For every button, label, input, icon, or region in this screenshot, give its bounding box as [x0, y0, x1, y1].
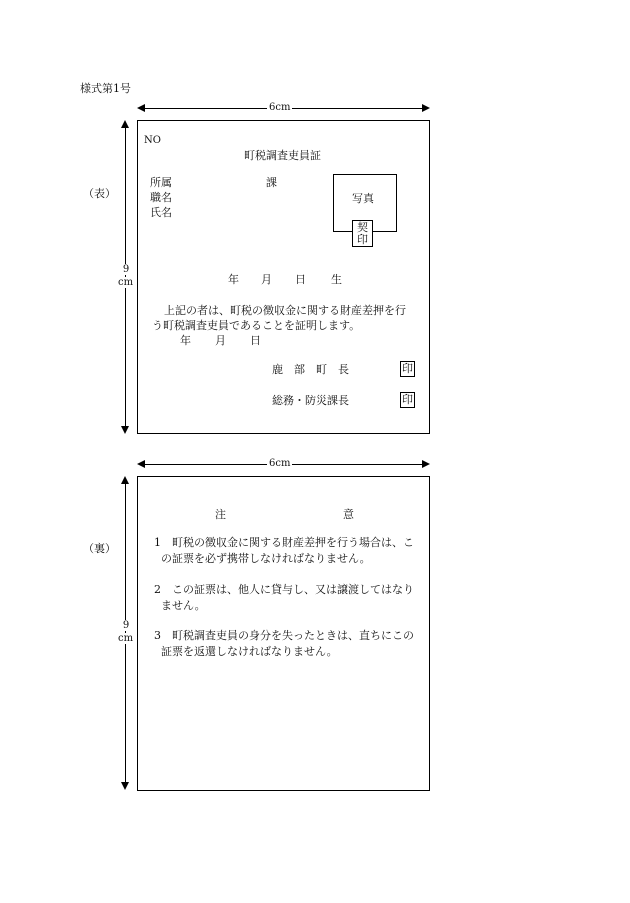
form-number: 様式第1号	[80, 82, 131, 95]
stamp-line1: 契	[357, 221, 368, 234]
note-item-3	[154, 628, 426, 660]
notice-title-right: 意	[343, 508, 354, 521]
back-height-unit: cm	[118, 633, 134, 644]
issue-month: 月	[215, 334, 226, 347]
note-number: 2	[154, 583, 161, 596]
affiliation-label: 所属	[150, 176, 172, 189]
note-item-1	[154, 535, 426, 567]
photo-label: 写真	[352, 192, 374, 205]
note-number: 1	[154, 536, 161, 549]
note-line1: この証票は、他人に貸与し、又は譲渡してはなり	[172, 583, 414, 596]
back-side-label: （裏）	[83, 542, 116, 555]
note-item-2	[154, 582, 426, 614]
note-line1: 町税の徴収金に関する財産差押を行う場合は、こ	[172, 536, 414, 549]
issue-year: 年	[180, 334, 191, 347]
front-card	[137, 120, 430, 434]
section-chief-seal: 印	[402, 393, 413, 406]
back-card	[137, 476, 430, 791]
birth-year: 年	[228, 273, 239, 286]
signer-section-chief: 総務・防災課長	[272, 394, 349, 407]
stamp-line2: 印	[357, 233, 368, 246]
certification-line1: 上記の者は、町税の徴収金に関する財産差押を行	[164, 304, 406, 317]
mayor-seal: 印	[402, 362, 413, 375]
section-suffix: 課	[266, 176, 277, 189]
front-height-unit: cm	[118, 277, 134, 288]
position-label: 職名	[150, 191, 172, 204]
birth-month: 月	[261, 273, 272, 286]
name-label: 氏名	[150, 206, 172, 219]
birth-day: 日	[295, 273, 306, 286]
front-width-label: 6cm	[269, 102, 291, 113]
note-line1: 町税調査吏員の身分を失ったときは、直ちにこの	[172, 629, 414, 642]
card-title: 町税調査吏員証	[244, 149, 321, 162]
certification-line2: う町税調査吏員であることを証明します。	[152, 319, 361, 332]
note-line2: 証票を返還しなければなりません。	[161, 645, 338, 658]
issue-day: 日	[250, 334, 261, 347]
signer-mayor: 鹿 部 町 長	[272, 363, 349, 376]
note-line2: ません。	[161, 599, 206, 612]
front-height-digit: 9	[118, 264, 134, 275]
back-height-digit: 9	[118, 620, 134, 631]
front-side-label: （表）	[83, 187, 116, 200]
note-line2: の証票を必ず携帯しなければなりません。	[161, 552, 371, 565]
back-width-label: 6cm	[269, 458, 291, 469]
stamp-seal	[352, 220, 373, 247]
notice-title-left: 注	[215, 508, 226, 521]
note-number: 3	[154, 629, 161, 642]
no-label: NO	[144, 135, 161, 146]
birth-born: 生	[331, 273, 342, 286]
